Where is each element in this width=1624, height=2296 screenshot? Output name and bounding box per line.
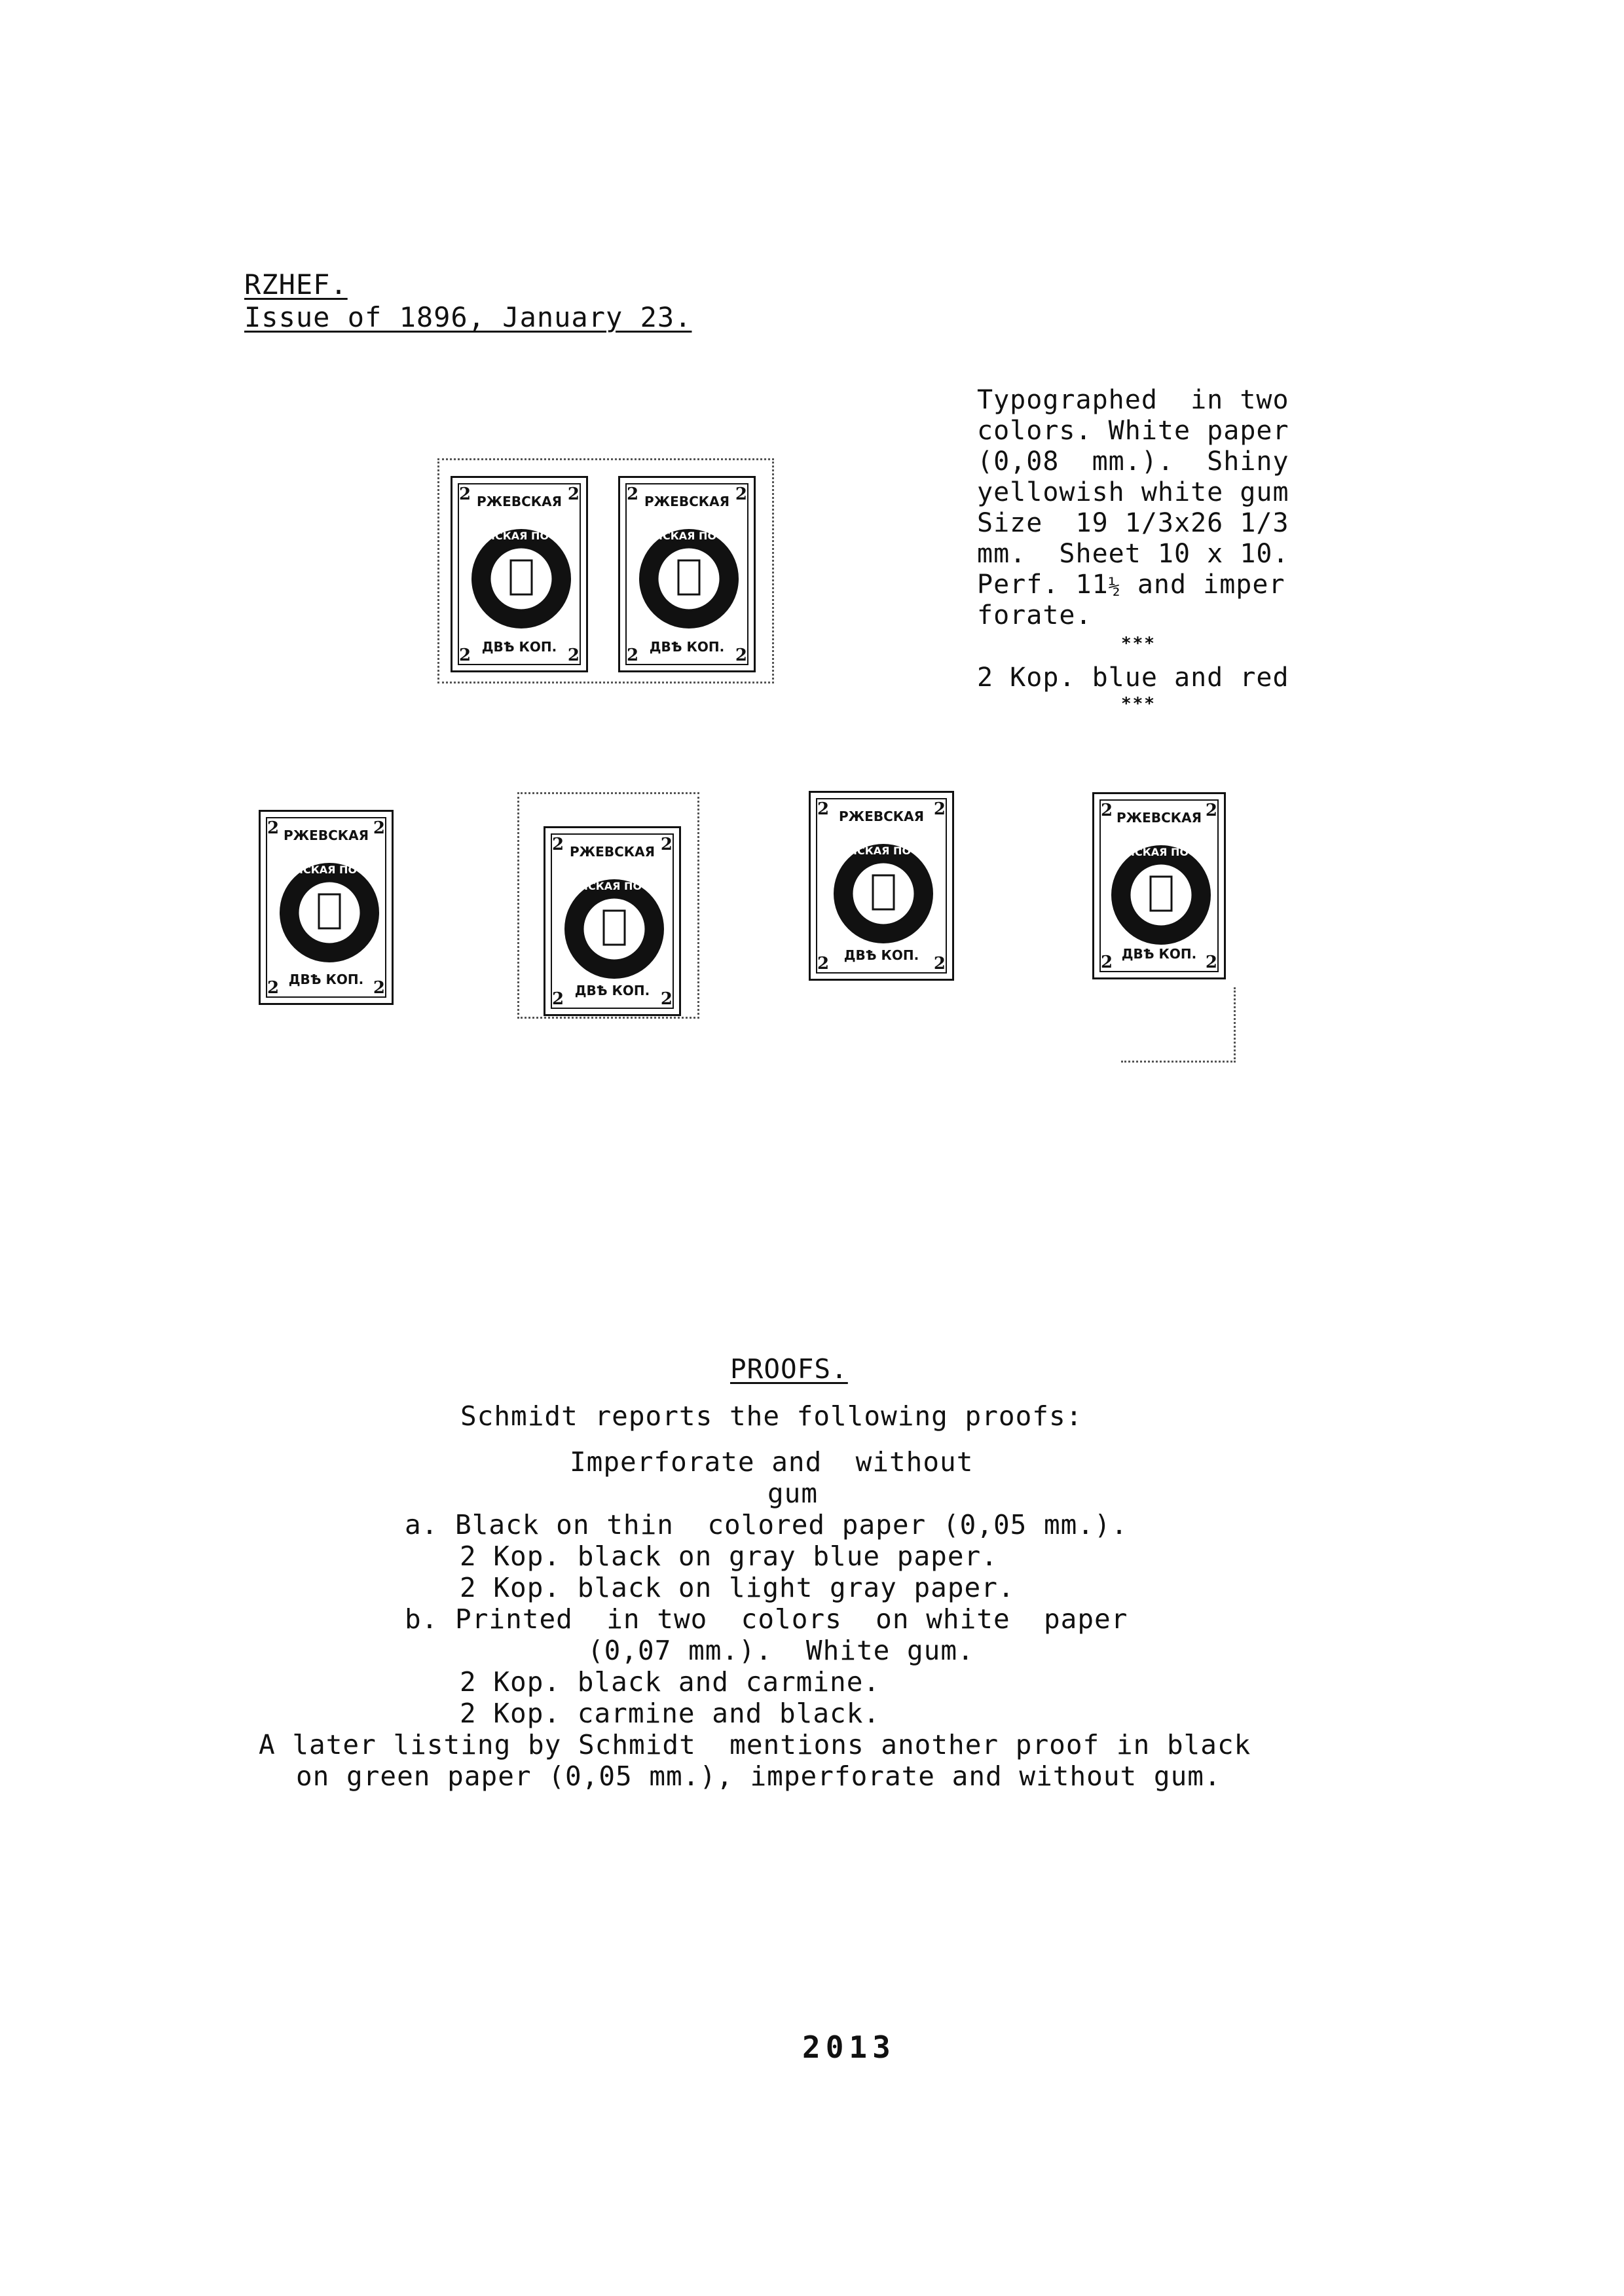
proof-a-line: a. Black on thin colored paper (0,05 mm.).	[405, 1509, 1128, 1540]
perf-prefix: Perf. 11	[977, 570, 1109, 600]
stamp-image: 2 2 РЖЕВСКАЯ ЗЕМСКАЯ ПОЧТА ДВѢ КОП. 2 2	[259, 810, 394, 1005]
description-line-1: Typographed in two	[977, 385, 1289, 415]
description-line-6: mm. Sheet 10 x 10.	[977, 539, 1289, 569]
stamp-image: 2 2 РЖЕВСКАЯ ЗЕМСКАЯ ПОЧТА ДВѢ КОП. 2 2	[618, 476, 756, 672]
svg-text:ЗЕМСКАЯ ПОЧТА: ЗЕМСКАЯ ПОЧТА	[832, 845, 935, 857]
proof-a-item-2: 2 Kop. black on light gray paper.	[460, 1572, 1015, 1603]
svg-text:ЗЕМСКАЯ ПОЧТА: ЗЕМСКАЯ ПОЧТА	[637, 530, 741, 542]
issue-heading: Issue of 1896, January 23.	[244, 301, 692, 333]
value-line: 2 Kop. blue and red	[977, 663, 1289, 693]
stamp-image: 2 2 РЖЕВСКАЯ ЗЕМСКАЯ ПОЧТА ДВѢ КОП. 2 2	[544, 826, 681, 1016]
svg-text:ЗЕМСКАЯ ПОЧТА: ЗЕМСКАЯ ПОЧТА	[563, 880, 666, 892]
perf-suffix: and imper	[1137, 570, 1285, 600]
stamp-margin-perforations	[1121, 987, 1236, 1063]
place-heading: RZHEF.	[244, 268, 348, 301]
separator-stars-1: ***	[1121, 634, 1156, 653]
proofs-subheading-1: Imperforate and without	[570, 1446, 974, 1478]
stamp-image: 2 2 РЖЕВСКАЯ ЗЕМСКАЯ ПОЧТА ДВѢ КОП. 2 2	[1092, 792, 1226, 979]
proof-b-item-2: 2 Kop. carmine and black.	[460, 1698, 881, 1729]
proof-b-continuation: (0,07 mm.). White gum.	[587, 1635, 974, 1666]
proofs-subheading-2: gum	[767, 1478, 819, 1509]
stamp-image: 2 2 РЖЕВСКАЯ ЗЕМСКАЯ ПОЧТА ДВѢ КОП. 2 2	[451, 476, 588, 672]
later-listing-line-2: on green paper (0,05 mm.), imperforate and without gum.	[296, 1760, 1221, 1792]
description-line-perf	[977, 570, 1285, 602]
later-listing-line-1: A later listing by Schmidt mentions another proof in black	[259, 1729, 1251, 1760]
stamp-image: 2 2 РЖЕВСКАЯ ЗЕМСКАЯ ПОЧТА ДВѢ КОП. 2 2	[809, 791, 954, 981]
description-line-5: Size 19 1/3x26 1/3	[977, 508, 1289, 538]
proof-b-line: b. Printed in two colors on white paper	[405, 1603, 1128, 1635]
proofs-intro: Schmidt reports the following proofs:	[460, 1400, 1083, 1432]
description-line-3: (0,08 mm.). Shiny	[977, 446, 1289, 477]
proof-a-item-1: 2 Kop. black on gray blue paper.	[460, 1540, 998, 1572]
svg-text:ЗЕМСКАЯ ПОЧТА: ЗЕМСКАЯ ПОЧТА	[1109, 846, 1213, 858]
description-line-4: yellowish white gum	[977, 477, 1289, 507]
proofs-heading: PROOFS.	[730, 1353, 848, 1385]
proof-b-item-1: 2 Kop. black and carmine.	[460, 1666, 881, 1698]
separator-stars-2: ***	[1121, 694, 1156, 714]
description-line-8: forate.	[977, 600, 1092, 630]
svg-text:ЗЕМСКАЯ ПОЧТА: ЗЕМСКАЯ ПОЧТА	[470, 530, 573, 542]
page-number: 2013	[802, 2030, 896, 2065]
svg-text:ЗЕМСКАЯ ПОЧТА: ЗЕМСКАЯ ПОЧТА	[278, 864, 381, 876]
perf-fraction: ½	[1108, 575, 1121, 598]
description-line-2: colors. White paper	[977, 416, 1289, 446]
